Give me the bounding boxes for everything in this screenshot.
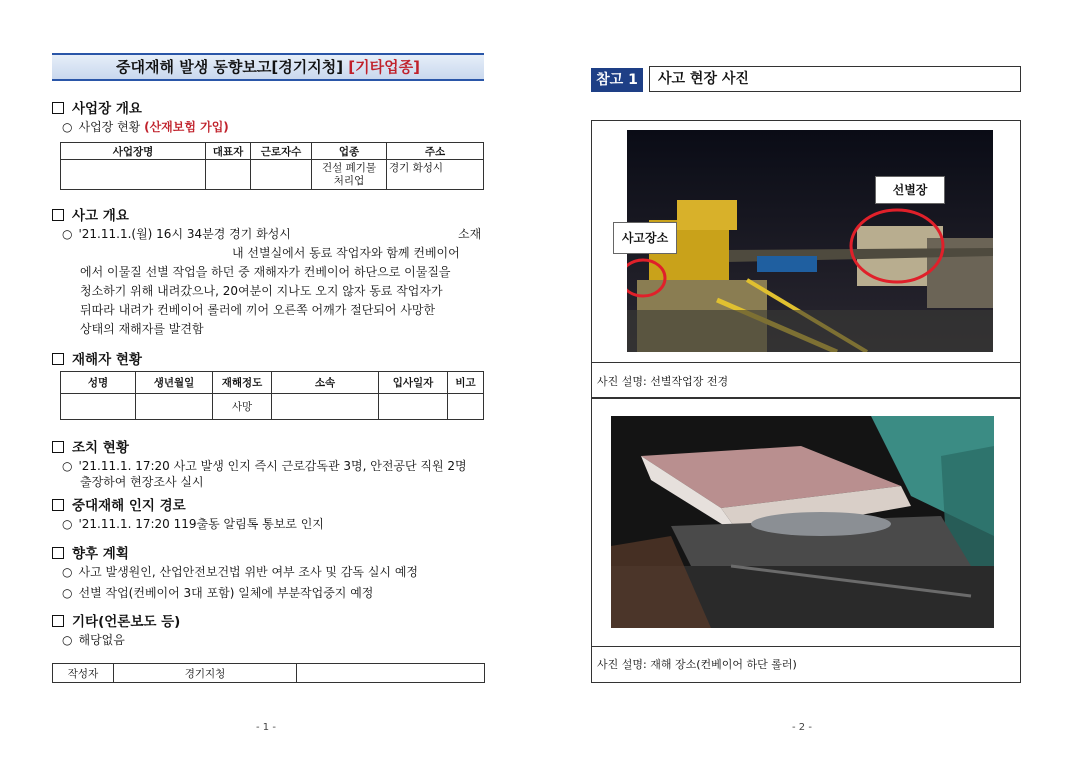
caption-divider — [591, 362, 1021, 363]
table-header: 비고 — [448, 372, 484, 394]
bullet-measures: ○ '21.11.1. 17:20 사고 발생 인지 즉시 근로감독관 3명, 안전공단 직원 2명 — [62, 457, 467, 476]
bullet-workplace-status: ○ 사업장 현황 (산재보험 가입) — [62, 118, 229, 137]
circle-bullet-icon: ○ — [62, 459, 73, 473]
workplace-table — [60, 142, 484, 190]
section-heading-plan: 향후 계획 — [52, 542, 129, 562]
table-header: 성명 — [61, 372, 136, 394]
section-heading-measures: 조치 현황 — [52, 436, 129, 456]
table-cell — [61, 394, 136, 420]
page-number: - 2 - — [792, 722, 812, 733]
tag-accident-site: 사고장소 — [613, 222, 677, 254]
reference-title: 사고 현장 사진 — [649, 66, 1021, 92]
table-cell — [297, 664, 485, 683]
reference-label: 참고 1 — [591, 68, 643, 92]
text-line: 내 선별실에서 동료 작업자와 함께 컨베이어 — [232, 246, 460, 260]
table-header: 대표자 — [206, 143, 251, 160]
bullet-other: ○ 해당없음 — [62, 631, 125, 650]
table-cell — [206, 160, 251, 190]
table-header: 입사일자 — [379, 372, 448, 394]
photo-caption-2: 사진 설명: 재해 장소(컨베이어 하단 롤러) — [597, 658, 797, 671]
circle-bullet-icon: ○ — [62, 120, 73, 134]
report-title-tag: [기타업종] — [348, 58, 420, 76]
photo-caption-1: 사진 설명: 선별작업장 전경 — [597, 375, 729, 388]
table-cell — [61, 160, 206, 190]
table-header: 사업장명 — [61, 143, 206, 160]
circle-bullet-icon: ○ — [62, 565, 73, 579]
checkbox-square-icon — [52, 441, 64, 453]
section-heading-accident: 사고 개요 — [52, 204, 129, 224]
checkbox-square-icon — [52, 102, 64, 114]
table-cell — [272, 394, 379, 420]
table-header: 소속 — [272, 372, 379, 394]
text-line: 에서 이물질 선별 작업을 하던 중 재해자가 컨베이어 하단으로 이물질을 — [80, 265, 451, 279]
table-header: 생년월일 — [136, 372, 213, 394]
report-title-banner — [52, 53, 484, 81]
circle-bullet-icon: ○ — [62, 586, 73, 600]
circle-bullet-icon: ○ — [62, 633, 73, 647]
bullet-recognition: ○ '21.11.1. 17:20 119출동 알림톡 통보로 인지 — [62, 515, 324, 534]
report-title: 중대재해 발생 동향보고[경기지청] — [116, 58, 344, 76]
checkbox-square-icon — [52, 499, 64, 511]
checkbox-square-icon — [52, 353, 64, 365]
tag-sorting-area: 선별장 — [875, 176, 945, 204]
photo-conveyor-roller — [611, 416, 994, 628]
checkbox-square-icon — [52, 209, 64, 221]
photo-sorting-site — [627, 130, 993, 352]
author-table — [52, 663, 485, 683]
circle-bullet-icon: ○ — [62, 517, 73, 531]
author-label: 작성자 — [53, 664, 114, 683]
table-header: 근로자수 — [251, 143, 312, 160]
section-heading-recognition: 중대재해 인지 경로 — [52, 494, 186, 514]
table-cell-industry: 건설 폐기물 처리업 — [312, 160, 387, 190]
text-line: 청소하기 위해 내려갔으나, 20여분이 지나도 오지 않자 동료 작업자가 — [80, 284, 443, 298]
photo-conveyor-roller-image — [611, 416, 994, 628]
bullet-plan-1: ○ 사고 발생원인, 산업안전보건법 위반 여부 조사 및 감독 실시 예정 — [62, 563, 418, 582]
text-line: 상태의 재해자를 발견함 — [80, 322, 204, 336]
circle-bullet-icon: ○ — [62, 227, 73, 241]
photo-sorting-site-image — [627, 130, 993, 352]
table-header: 주소 — [387, 143, 484, 160]
text-location-suffix: 소재 — [458, 227, 482, 241]
table-header: 재해정도 — [213, 372, 272, 394]
checkbox-square-icon — [52, 547, 64, 559]
bullet-plan-2: ○ 선별 작업(컨베이어 3대 포함) 일체에 부분작업중지 예정 — [62, 584, 373, 603]
bullet-accident-summary: ○ '21.11.1.(월) 16시 34분경 경기 화성시 — [62, 225, 291, 244]
report-page-2 — [535, 0, 1070, 757]
section-heading-workplace: 사업장 개요 — [52, 97, 142, 117]
table-cell-severity: 사망 — [213, 394, 272, 420]
table-cell — [379, 394, 448, 420]
checkbox-square-icon — [52, 615, 64, 627]
victim-table — [60, 371, 484, 420]
table-cell — [136, 394, 213, 420]
section-heading-other: 기타(언론보도 등) — [52, 610, 180, 630]
section-heading-victim: 재해자 현황 — [52, 348, 142, 368]
text-line: 출장하여 현장조사 실시 — [80, 475, 204, 489]
page-number: - 1 - — [256, 722, 276, 733]
table-cell — [448, 394, 484, 420]
author-value: 경기지청 — [114, 664, 297, 683]
table-header: 업종 — [312, 143, 387, 160]
caption-divider — [591, 646, 1021, 647]
text-line: 뒤따라 내려가 컨베이어 롤러에 끼어 오른쪽 어깨가 절단되어 사망한 — [80, 303, 436, 317]
table-cell — [251, 160, 312, 190]
table-cell-address: 경기 화성시 — [387, 160, 484, 190]
